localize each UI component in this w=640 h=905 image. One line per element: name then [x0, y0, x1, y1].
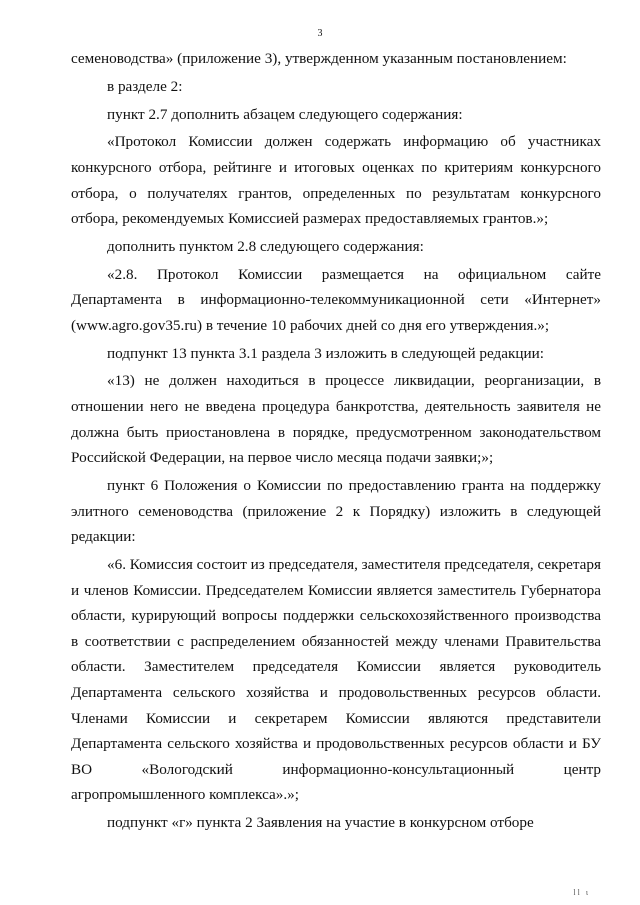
- paragraph-10: «6. Комиссия состоит из председателя, заместителя председателя, секретаря и членов Комиссии. Председателем Комиссии является заместитель Губернатора области, курирующий вопросы поддержки сельскохозяйственного производства в соответствии с распределением обязанностей между членами Правительства области. Заместителем председателя Комиссии является руководитель Департамента сельского хозяйства и продовольственных ресурсов области. Членами Комиссии и секретарем Комиссии являются представители Департамента сельского хозяйства и продовольственных ресурсов области и БУ ВО «Вологодский информационно-консультационный центр агропромышленного комплекса».»;: [71, 555, 601, 804]
- paragraph-3: пункт 2.7 дополнить абзацем следующего содержания:: [107, 105, 463, 123]
- paragraph-1: семеноводства» (приложение 3), утвержденном указанным постановлением:: [71, 50, 567, 67]
- paragraph-11: подпункт «г» пункта 2 Заявления на участие в конкурсном отборе: [107, 814, 534, 832]
- paragraph-9: пункт 6 Положения о Комиссии по предоставлению гранта на поддержку элитного семеноводства (приложение 2 к Порядку) изложить в следующей редакции:: [71, 477, 601, 546]
- page-number: 3: [317, 28, 323, 39]
- paragraph-8: «13) не должен находиться в процессе ликвидации, реорганизации, в отношении него не введена процедура банкротства, деятельность заявителя не должна быть приостановлена в порядке, предусмотренном законодательством Российской Федерации, на первое число месяца подачи заявки;»;: [71, 372, 601, 467]
- paragraph-7: подпункт 13 пункта 3.1 раздела 3 изложить в следующей редакции:: [107, 344, 545, 362]
- paragraph-6: «2.8. Протокол Комиссии размещается на официальном сайте Департамента в информационно-телекоммуникационной сети «Интернет» (www.agro.gov35.ru) в течение 10 рабочих дней со дня его утверждения.»;: [71, 265, 601, 334]
- paragraph-5: дополнить пунктом 2.8 следующего содержания:: [107, 237, 424, 255]
- paragraph-4: «Протокол Комиссии должен содержать информацию об участниках конкурсного отбора, рейтинге и итоговых оценках по критериям конкурсного отбора, о получателях грантов, определенных по результатам конкурсного отбора, рекомендуемых Комиссией размерах предоставляемых грантов.»;: [71, 133, 601, 228]
- paragraph-2: в разделе 2:: [107, 77, 183, 95]
- document-body: [71, 46, 601, 836]
- corner-marks: ll ι: [573, 888, 590, 897]
